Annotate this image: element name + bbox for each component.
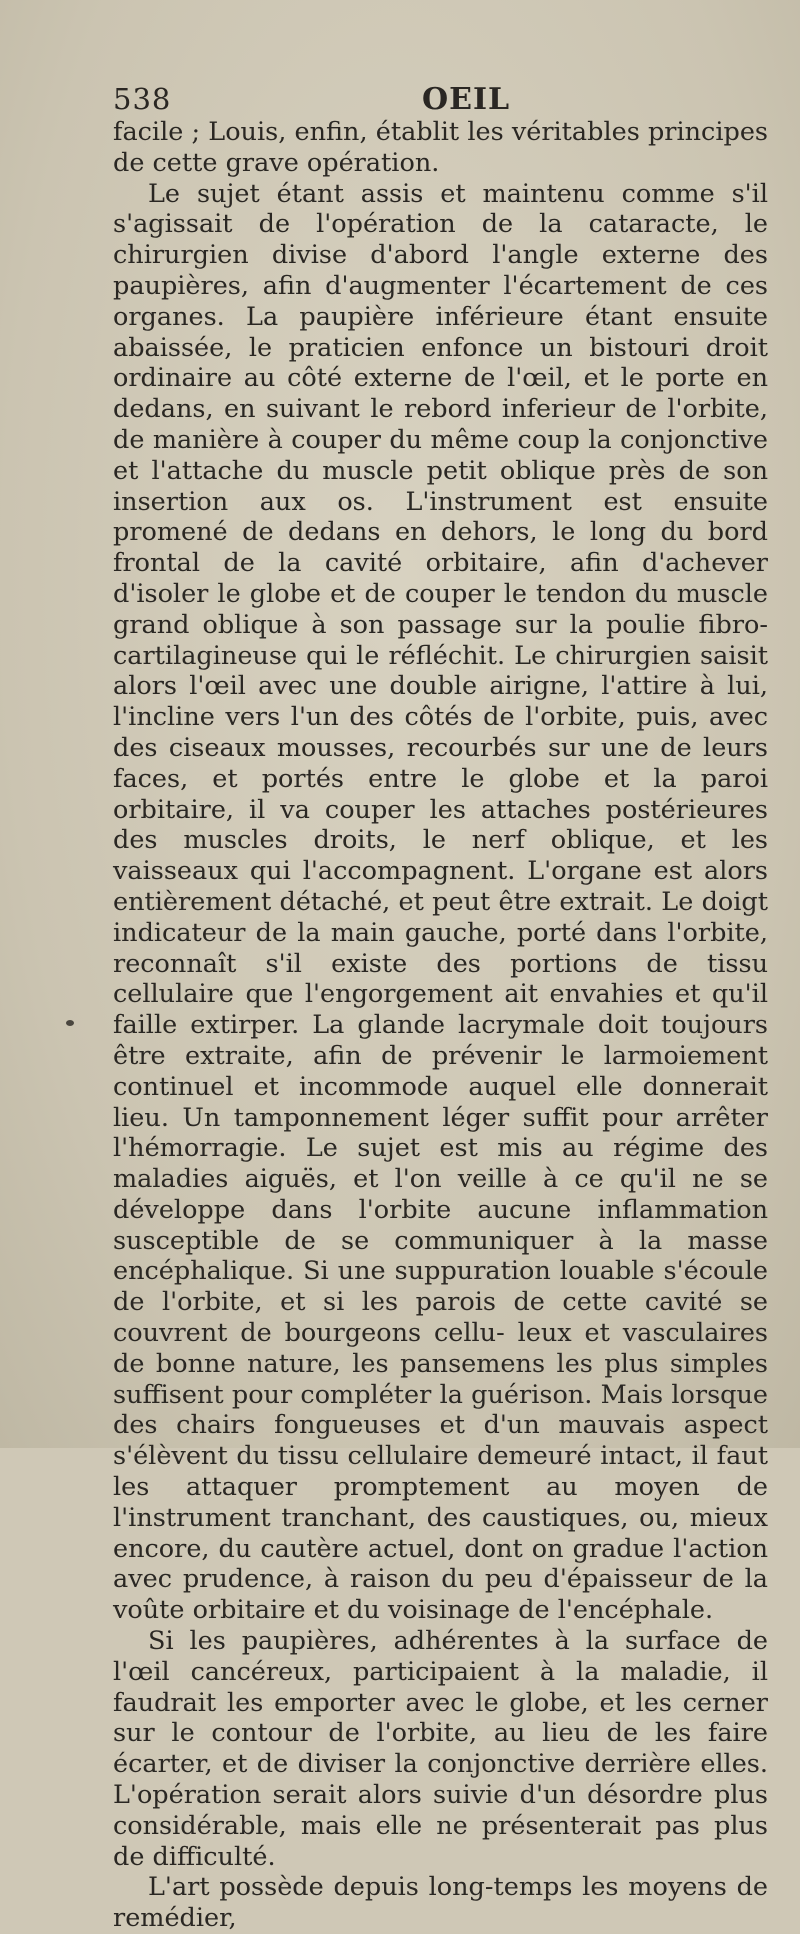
paragraph-procedure: Le sujet étant assis et maintenu comme s'il s'agissait de l'opération de la cataracte, le chirurgien divise d'abord l'angle externe des paupières, afin d'augmenter l'écartement de ces organes. La paupière inférieure étant ensuite abaissée, le praticien enfonce un bistouri droit ordinaire au côté externe de l'œil, et le porte en dedans, en suivant le rebord inferieur de l'orbite, de manière à couper du même coup la conjonctive et l'attache du muscle petit oblique près de son insertion aux os. L'instrument est ensuite promené de dedans en dehors, le long du bord frontal de la cavité orbitaire, afin d'achever d'isoler le globe et de couper le tendon du muscle grand oblique à son passage sur la poulie fibro-cartilagineuse qui le réfléchit. Le chirurgien saisit alors l'œil avec une double airigne, l'attire à lui, l'incline vers l'un des côtés de l'orbite, puis, avec des ciseaux mousses, recourbés sur une de leurs faces, et portés entre le globe et la paroi orbitaire, il va couper les attaches postérieures des muscles droits, le nerf oblique, et les vaisseaux qui l'accompagnent. L'organe est alors entièrement détaché, et peut être extrait. Le doigt indicateur de la main gauche, porté dans l'orbite, reconnaît s'il existe des portions de tissu cellulaire que l'engorgement ait envahies et qu'il faille extirper. La glande lacrymale doit toujours être extraite, afin de prévenir le larmoiement continuel et incommode auquel elle donnerait lieu. Un tamponnement léger suffit pour arrêter l'hémorragie. Le sujet est mis au régime des maladies aiguës, et l'on veille à ce qu'il ne se développe dans l'orbite aucune inflammation susceptible de se communiquer à la masse encéphalique. Si une suppuration louable s'écoule de l'orbite, et si les parois de cette cavité se couvrent de bourgeons cellu- leux et vasculaires de bonne nature, les pansemens les plus simples suffisent pour compléter la guérison. Mais lorsque des chairs fongueuses et d'un mauvais aspect s'élèvent du tissu cellulaire demeuré intact, il faut les attaquer promptement au moyen de l'instrument tranchant, des caustiques, ou, mieux encore, du cautère actuel, dont on gradue l'action avec prudence, à raison du peu d'épaisseur de la voûte orbitaire et du voisinage de l'encéphale. [113,178,768,1626]
page-header [113,82,733,118]
paragraph-final: L'art possède depuis long-temps les moyens de remédier, [113,1872,768,1934]
page-number: 538 [113,82,172,116]
body-text [113,117,768,1934]
paragraph-continuation: facile ; Louis, enfin, établit les véritables principes de cette grave opération. [113,117,768,178]
running-title: OEIL [422,82,511,117]
ink-speck [66,1020,74,1026]
paragraph-eyelids: Si les paupières, adhérentes à la surface de l'œil cancéreux, participaient à la maladie, il faudrait les emporter avec le globe, et les cerner sur le contour de l'orbite, au lieu de les faire écarter, et de diviser la conjonctive derrière elles. L'opération serait alors suivie d'un désordre plus considérable, mais elle ne présenterait pas plus de difficulté. [113,1626,768,1872]
